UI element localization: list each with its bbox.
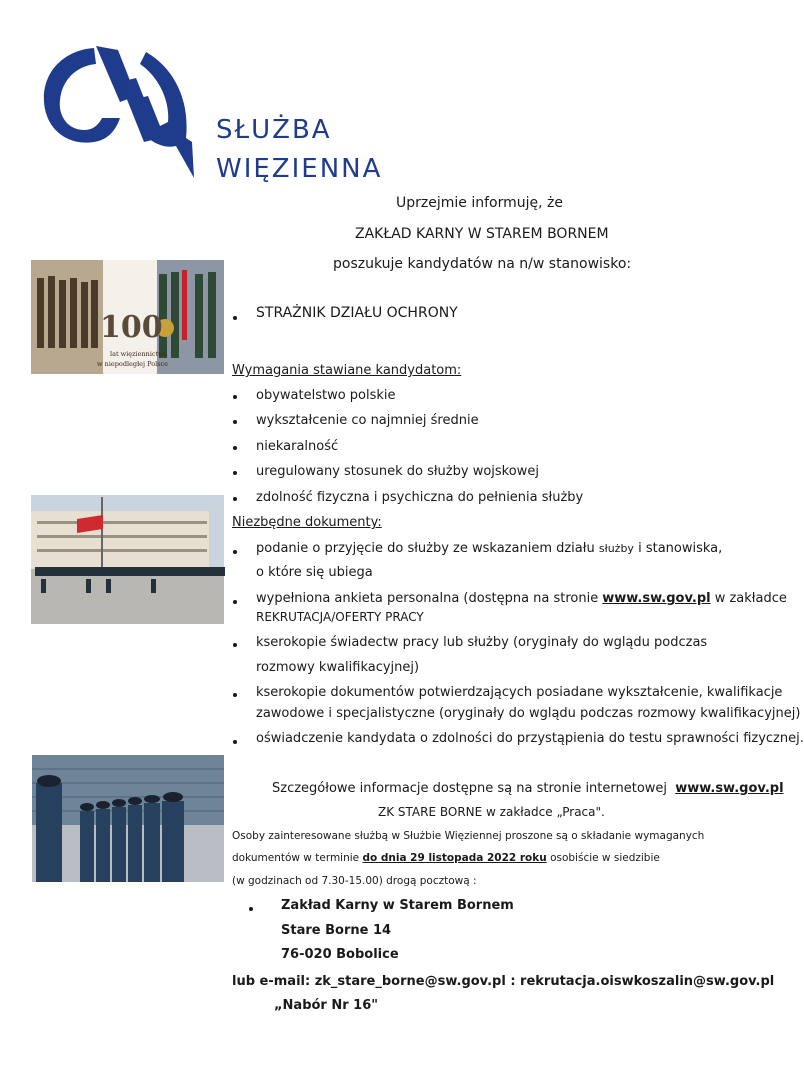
- requirement-item: obywatelstwo polskie: [256, 388, 396, 403]
- info-line-5: (w godzinach od 7.30-15.00) drogą pocztową :: [232, 875, 477, 887]
- anniversary-line1: lat więziennictwa: [110, 350, 168, 358]
- info-line-1: Szczegółowe informacje dostępne są na stronie internetowej www.sw.gov.pl: [272, 781, 784, 796]
- document-item-5: oświadczenie kandydata o zdolności do przystąpienia do testu sprawności fizycznej.: [256, 731, 804, 746]
- logo-text-line2: WIĘZIENNA: [216, 154, 383, 184]
- document-item-2-cont: REKRUTACJA/OFERTY PRACY: [256, 610, 424, 624]
- sw-gov-link-2[interactable]: www.sw.gov.pl: [675, 781, 784, 796]
- requirement-item: zdolność fizyczna i psychiczna do pełnienia służby: [256, 490, 584, 505]
- requirements-heading: Wymagania stawiane kandydatom:: [232, 363, 462, 378]
- document-item-1-cont: o które się ubiega: [256, 565, 373, 580]
- anniversary-line2: w niepodległej Polsce: [97, 360, 169, 368]
- sluzba-wiezienna-logo: [36, 42, 198, 180]
- requirement-item: uregulowany stosunek do służby wojskowej: [256, 464, 539, 479]
- info-line-2: ZK STARE BORNE w zakładce „Praca".: [378, 805, 605, 819]
- info-line-3: Osoby zainteresowane służbą w Służbie Więziennej proszone są o składanie wymaganych: [232, 830, 705, 842]
- sw-gov-link[interactable]: www.sw.gov.pl: [602, 591, 711, 606]
- info-line-4: dokumentów w terminie do dnia 29 listopada 2022 roku osobiście w siedzibie: [232, 852, 660, 864]
- document-item-4: kserokopie dokumentów potwierdzających posiadane wykształcenie, kwalifikacje: [256, 685, 783, 700]
- document-item-4-cont: zawodowe i specjalistyczne (oryginały do wglądu podczas rozmowy kwalifikacyjnej): [256, 706, 801, 721]
- address-city: 76-020 Bobolice: [281, 947, 399, 962]
- intro-text: Uprzejmie informuję, że: [396, 195, 563, 211]
- document-item-2: wypełniona ankieta personalna (dostępna na stronie www.sw.gov.pl w zakładce: [256, 591, 787, 606]
- position-bullet: [233, 316, 237, 320]
- officers-photo: [32, 755, 224, 882]
- parade-photo: [31, 495, 224, 624]
- deadline-text: do dnia 29 listopada 2022 roku: [362, 852, 547, 864]
- document-item-3: kserokopie świadectw pracy lub służby (oryginały do wglądu podczas: [256, 635, 708, 650]
- seeking-text: poszukuje kandydatów na n/w stanowisko:: [333, 256, 632, 272]
- institution-name: ZAKŁAD KARNY W STAREM BORNEM: [355, 226, 609, 242]
- address-name: Zakład Karny w Starem Bornem: [281, 898, 514, 913]
- documents-heading: Niezbędne dokumenty:: [232, 515, 382, 530]
- recruitment-number: „Nabór Nr 16": [274, 998, 379, 1013]
- contact-email-line[interactable]: lub e-mail: zk_stare_borne@sw.gov.pl : rekrutacja.oiswkoszalin@sw.gov.pl: [232, 974, 775, 989]
- requirement-item: niekaralność: [256, 439, 339, 454]
- position-title: STRAŻNIK DZIAŁU OCHRONY: [256, 305, 458, 321]
- address-street: Stare Borne 14: [281, 923, 392, 938]
- logo-text-line1: SŁUŻBA: [216, 115, 332, 145]
- anniversary-number: 100: [100, 310, 163, 345]
- document-item-1: podanie o przyjęcie do służby ze wskazaniem działu służby i stanowiska,: [256, 541, 723, 556]
- requirement-item: wykształcenie co najmniej średnie: [256, 413, 479, 428]
- document-item-3-cont: rozmowy kwalifikacyjnej): [256, 660, 420, 675]
